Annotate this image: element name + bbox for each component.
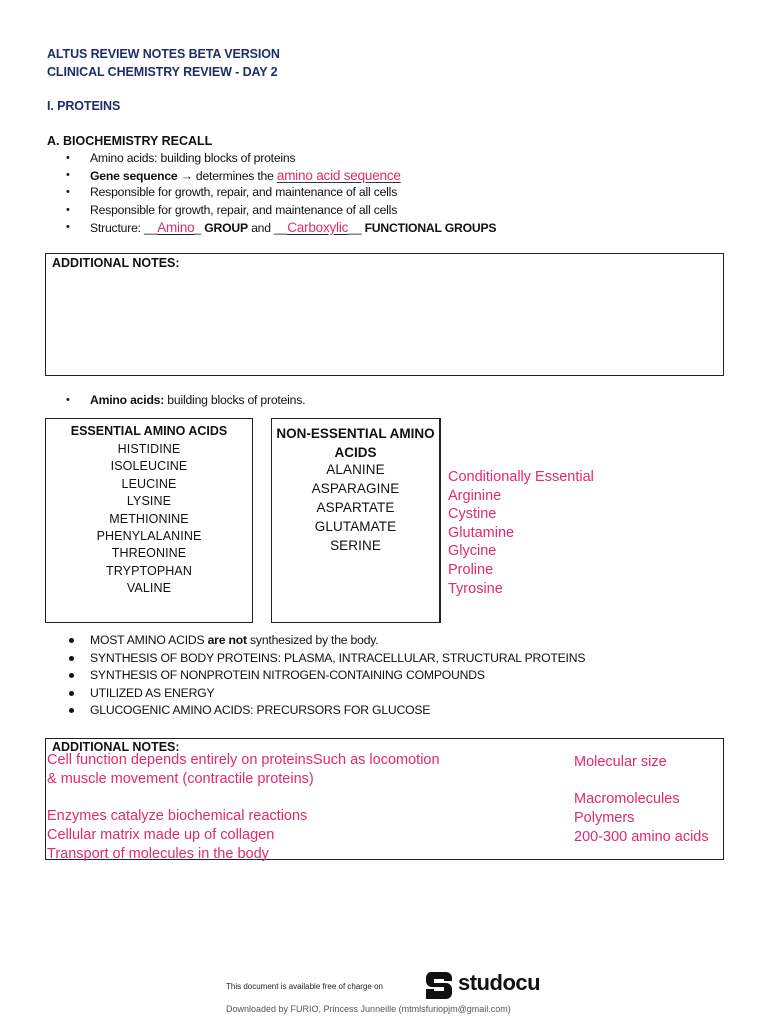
list-item (66, 702, 585, 720)
list-item (66, 202, 496, 219)
handwritten-fill: Amino (157, 219, 195, 235)
studocu-brand[interactable]: studocu (458, 970, 541, 995)
bullet-bold: FUNCTIONAL GROUPS (364, 220, 497, 235)
subsection-title: A. BIOCHEMISTRY RECALL (47, 134, 213, 148)
non-essential-title-line1: NON-ESSENTIAL AMINO (276, 426, 435, 441)
note-line: & muscle movement (contractile proteins) (47, 770, 314, 787)
list-item (66, 150, 496, 167)
list-item: ISOLEUCINE (110, 459, 188, 474)
bullet-text: synthesized by the body. (246, 633, 379, 647)
bullet-text: SYNTHESIS OF BODY PROTEINS: PLASMA, INTRACELLULAR, STRUCTURAL PROTEINS (90, 650, 586, 665)
note-line: Enzymes catalyze biochemical reactions (47, 808, 308, 825)
note-line: 200-300 amino acids (574, 828, 709, 845)
additional-notes-box-1 (45, 253, 724, 376)
notes-title: ADDITIONAL NOTES: (52, 256, 180, 270)
list-item: Arginine (448, 487, 502, 504)
handwritten-fill: Carboxylic (287, 219, 349, 235)
bullet-text: Responsible for growth, repair, and maintenance of all cells (90, 185, 398, 200)
list-item (66, 167, 496, 184)
list-item: Cystine (448, 506, 497, 523)
list-item: Glutamine (448, 524, 515, 541)
essential-amino-acids-box (45, 418, 253, 623)
amino-acids-bullet (66, 392, 305, 409)
recall-bullet-list (66, 150, 496, 236)
list-item (66, 184, 496, 201)
section-title: I. PROTEINS (47, 99, 121, 113)
doc-title-line1: ALTUS REVIEW NOTES BETA VERSION (47, 47, 280, 61)
blank: __ (274, 220, 288, 235)
bullet-text: UTILIZED AS ENERGY (90, 685, 215, 700)
list-item: SERINE (330, 538, 381, 553)
blank: __ (144, 220, 158, 235)
essential-list (46, 441, 252, 598)
note-line: Transport of molecules in the body (47, 845, 269, 862)
list-item: Proline (448, 561, 494, 578)
bullet-bold: are not (204, 633, 247, 647)
notes-left-column (47, 751, 440, 864)
note-molecular-size: Molecular size (574, 754, 667, 770)
non-essential-amino-acids-box (271, 418, 441, 623)
essential-title: ESSENTIAL AMINO ACIDS (70, 424, 228, 438)
conditionally-essential-notes (448, 468, 594, 598)
handwritten-fill: amino acid sequence (276, 168, 401, 184)
list-item (66, 219, 496, 236)
list-item (66, 685, 585, 703)
bullet-text: MOST AMINO ACIDS (90, 633, 205, 647)
list-item (66, 392, 305, 409)
bullet-text: building blocks of proteins. (164, 393, 306, 407)
bullet-text: Responsible for growth, repair, and maintenance of all cells (90, 202, 398, 217)
note-line: Polymers (574, 809, 635, 826)
list-item (66, 632, 585, 650)
list-item: THREONINE (111, 546, 187, 561)
bullet-text: GLUCOGENIC AMINO ACIDS: PRECURSORS FOR GLUCOSE (90, 703, 431, 718)
list-item: GLUTAMATE (314, 519, 397, 534)
list-item: ASPARAGINE (311, 481, 400, 496)
list-item: HISTIDINE (117, 442, 181, 456)
bullet-bold: Gene sequence (90, 169, 178, 184)
notes-right-column (574, 790, 709, 846)
list-item: Glycine (448, 543, 497, 560)
note-line: Macromolecules (574, 791, 680, 807)
list-item: ALANINE (326, 462, 385, 477)
amino-acid-functions-list (66, 632, 585, 720)
blank: _ (194, 220, 202, 235)
list-item: VALINE (126, 581, 172, 596)
non-essential-list (272, 460, 439, 555)
list-item (66, 667, 585, 685)
non-essential-title-line2: ACIDS (334, 445, 377, 460)
arrow-icon: → (180, 169, 193, 184)
list-item: Tyrosine (448, 580, 503, 597)
bullet-text: determines the (192, 169, 277, 184)
bullet-text: and (247, 220, 275, 235)
bullet-bold: Amino acids: (90, 393, 165, 407)
note-line: Cellular matrix made up of collagen (47, 827, 275, 844)
blank: __ (348, 220, 362, 235)
bullet-text: Structure: (90, 220, 145, 235)
list-item (66, 650, 585, 668)
bullet-bold: GROUP (204, 220, 248, 235)
list-item: METHIONINE (109, 511, 189, 526)
footer-available-text: This document is available free of charge on (226, 982, 383, 991)
additional-notes-box-2 (45, 738, 724, 860)
non-essential-title (272, 424, 439, 462)
studocu-logo-icon[interactable] (424, 969, 454, 1001)
list-item: LYSINE (126, 494, 172, 509)
note-line (47, 789, 440, 808)
list-item: PHENYLALANINE (96, 528, 202, 543)
doc-title-line2: CLINICAL CHEMISTRY REVIEW - DAY 2 (47, 65, 278, 79)
list-item: TRYPTOPHAN (106, 563, 192, 578)
list-item: LEUCINE (121, 476, 177, 491)
conditional-title: Conditionally Essential (448, 469, 594, 485)
footer-downloaded-text: Downloaded by FURIO, Princess Junneille (mtmlsfuriopjm@gmail.com) (226, 1004, 511, 1014)
bullet-text: Amino acids: building blocks of proteins (90, 151, 296, 165)
list-item: ASPARTATE (316, 500, 395, 515)
note-line: Cell function depends entirely on proteinsSuch as locomotion (47, 752, 440, 768)
notes-title: ADDITIONAL NOTES: (52, 740, 180, 754)
bullet-text: SYNTHESIS OF NONPROTEIN NITROGEN-CONTAINING COMPOUNDS (90, 668, 485, 683)
